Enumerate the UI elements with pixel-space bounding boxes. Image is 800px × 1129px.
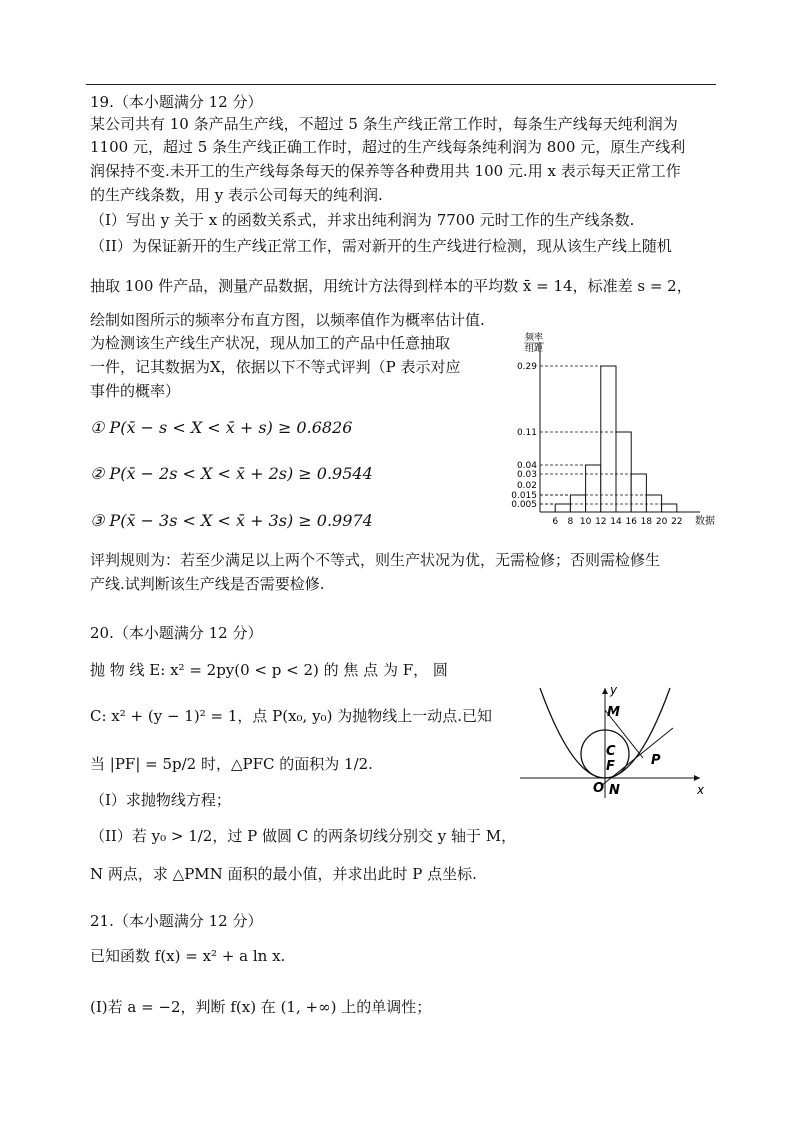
q19-part1: （I）写出 y 关于 x 的函数关系式，并求出纯利润为 7700 元时工作的生产线条数. bbox=[90, 211, 635, 229]
q20-line2: C: x² + (y − 1)² = 1，点 P(x₀, y₀) 为抛物线上一动点.已知 bbox=[90, 707, 492, 725]
frequency-histogram bbox=[500, 330, 720, 530]
q19-inequality-3: ③ P(x̄ − 3s < X < x̄ + 3s) ≥ 0.9974 bbox=[90, 511, 373, 530]
hist-y-tick-label: 0.04 bbox=[516, 461, 537, 471]
hist-y-label-top: 频率 bbox=[524, 333, 544, 343]
fig-label-x: x bbox=[697, 783, 705, 797]
fig-label-o: O bbox=[593, 781, 605, 796]
hist-y-tick-label: 0.29 bbox=[516, 362, 537, 372]
hist-y-tick-label: 0.02 bbox=[516, 481, 537, 491]
fig-label-y: y bbox=[610, 683, 618, 697]
hist-bar bbox=[555, 504, 570, 512]
q21-part1: (I)若 a = −2，判断 f(x) 在 (1, +∞) 上的单调性； bbox=[90, 998, 432, 1016]
hist-bar bbox=[586, 465, 601, 512]
fig-label-m: M bbox=[607, 705, 620, 720]
hist-x-tick-label: 16 bbox=[625, 517, 637, 527]
hist-x-tick-label: 8 bbox=[567, 517, 574, 527]
q19-rule-line2: 产线.试判断该生产线是否需要检修. bbox=[90, 575, 325, 593]
q20-line3: 当 |PF| = 5p/2 时，△PFC 的面积为 1/2. bbox=[90, 755, 373, 773]
q19-part2-line1: （II）为保证新开的生产线正常工作，需对新开的生产线进行检测，现从该生产线上随机 bbox=[90, 237, 672, 255]
top-rule bbox=[86, 84, 716, 85]
hist-bar bbox=[570, 495, 585, 512]
q19-inequality-1: ① P(x̄ − s < X < x̄ + s) ≥ 0.6826 bbox=[90, 418, 353, 437]
q20-title: 20.（本小题满分 12 分） bbox=[90, 624, 263, 642]
q19-part2-line4: 为检测该生产线生产状况，现从加工的产品中任意抽取 bbox=[90, 334, 451, 352]
parabola-circle-figure bbox=[515, 680, 715, 800]
q20-line1: 抛 物 线 E: x² = 2py(0 < p < 2) 的 焦 点 为 F， 圆 bbox=[90, 661, 448, 679]
hist-x-tick-label: 18 bbox=[640, 517, 653, 527]
q19-part2-line3: 绘制如图所示的频率分布直方图，以频率值作为概率估计值. bbox=[90, 311, 485, 329]
fig-label-f: F bbox=[606, 759, 615, 774]
fig-label-p: P bbox=[651, 753, 661, 768]
q19-rule-line1: 评判规则为：若至少满足以上两个不等式，则生产状况为优，无需检修；否则需检修生 bbox=[90, 551, 661, 569]
q19-part2-line6: 事件的概率） bbox=[90, 382, 181, 400]
hist-bar bbox=[646, 495, 661, 512]
hist-y-tick-label: 0.015 bbox=[511, 491, 537, 501]
fig-label-n: N bbox=[609, 783, 620, 798]
hist-x-label: 数据 bbox=[695, 516, 715, 527]
hist-y-label-bottom: 组距 bbox=[524, 344, 544, 354]
q19-para-line3: 润保持不变.未开工的生产线每条每天的保养等各种费用共 100 元.用 x 表示每天正常工作 bbox=[90, 162, 681, 180]
q19-inequality-2: ② P(x̄ − 2s < X < x̄ + 2s) ≥ 0.9544 bbox=[90, 464, 373, 483]
hist-x-tick-label: 12 bbox=[595, 517, 607, 527]
fig-label-c: C bbox=[606, 744, 616, 759]
q21-line1: 已知函数 f(x) = x² + a ln x. bbox=[90, 947, 286, 965]
hist-bar bbox=[662, 504, 677, 512]
q19-para-line2: 1100 元，超过 5 条生产线正确工作时，超过的生产线每条纯利润为 800 元，原生产线利 bbox=[90, 138, 686, 156]
q19-para-line1: 某公司共有 10 条产品生产线，不超过 5 条生产线正常工作时，每条生产线每天纯利润为 bbox=[90, 115, 678, 133]
hist-bar bbox=[616, 432, 631, 512]
q19-part2-line5: 一件，记其数据为X，依据以下不等式评判（P 表示对应 bbox=[90, 358, 461, 376]
q20-part2-line2: N 两点，求 △PMN 面积的最小值，并求出此时 P 点坐标. bbox=[90, 865, 477, 883]
hist-x-tick-label: 10 bbox=[579, 517, 592, 527]
hist-y-tick-label: 0.005 bbox=[511, 500, 537, 510]
hist-y-tick-label: 0.11 bbox=[516, 428, 537, 438]
hist-x-tick-label: 6 bbox=[552, 517, 559, 527]
q20-part2-line1: （II）若 y₀ > 1/2，过 P 做圆 C 的两条切线分别交 y 轴于 M， bbox=[90, 827, 517, 845]
hist-bar bbox=[601, 366, 616, 512]
q21-title: 21.（本小题满分 12 分） bbox=[90, 912, 263, 930]
q20-part1: （I）求抛物线方程； bbox=[90, 791, 231, 809]
hist-x-tick-label: 14 bbox=[610, 517, 622, 527]
q19-para-line4: 的生产线条数，用 y 表示公司每天的纯利润. bbox=[90, 186, 383, 204]
q19-part2-line2: 抽取 100 件产品，测量产品数据，用统计方法得到样本的平均数 x̄ = 14，标准差 s = 2， bbox=[90, 277, 692, 295]
hist-x-tick-label: 20 bbox=[655, 517, 668, 527]
hist-bar bbox=[631, 474, 646, 512]
hist-x-tick-label: 22 bbox=[671, 517, 683, 527]
hist-y-tick-label: 0.03 bbox=[516, 470, 537, 480]
q19-title: 19.（本小题满分 12 分） bbox=[90, 93, 263, 111]
